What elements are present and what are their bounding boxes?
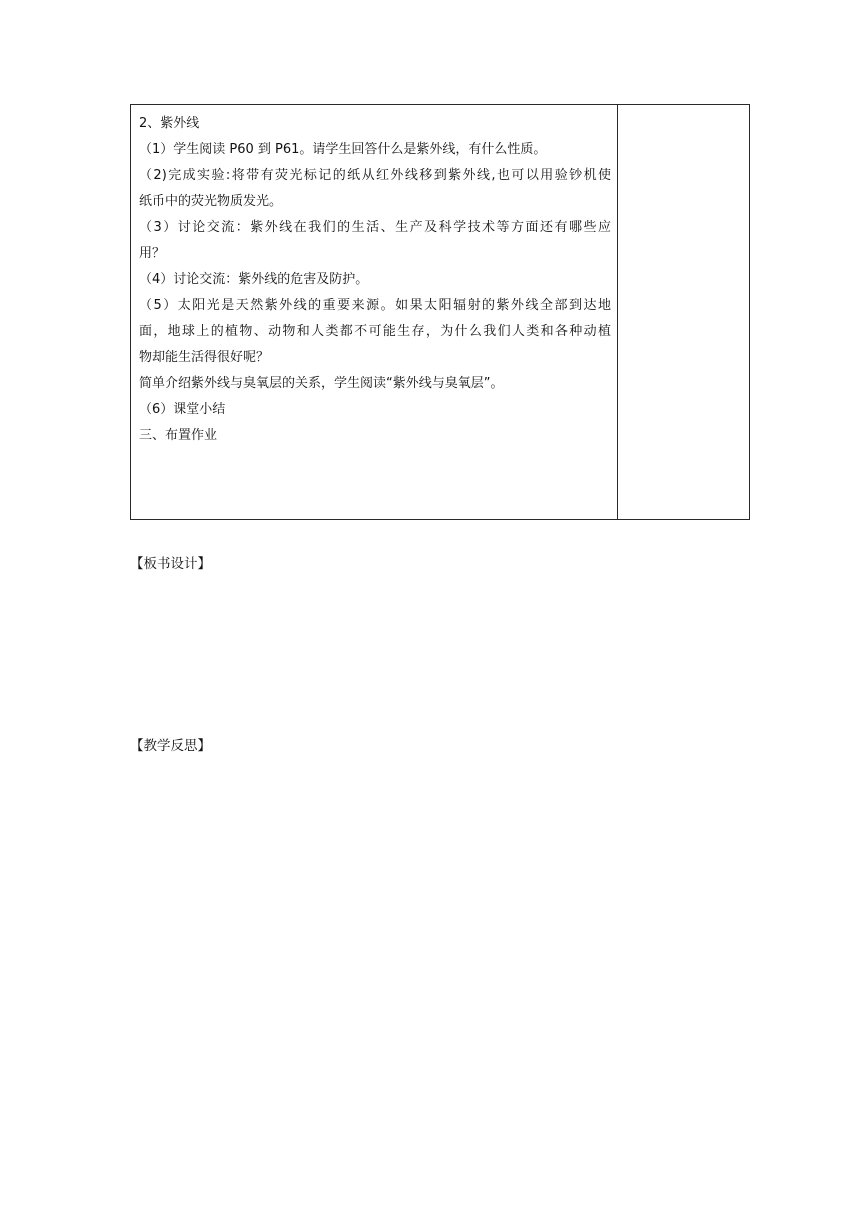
notes-cell bbox=[618, 105, 749, 519]
step-3-line-b: 用？ bbox=[139, 246, 166, 261]
step-6-line: （6）课堂小结 bbox=[139, 402, 226, 417]
step-1-line: （1）学生阅读 P60 到 P61。请学生回答什么是紫外线，有什么性质。 bbox=[139, 142, 547, 157]
board-design-heading: 【板书设计】 bbox=[130, 556, 211, 572]
lesson-table bbox=[130, 104, 750, 520]
teaching-reflection-heading: 【教学反思】 bbox=[130, 738, 211, 754]
step-5-line-c: 物却能生活得很好呢？ bbox=[139, 350, 270, 365]
step-2-line-a: （2)完成实验:将带有荧光标记的纸从红外线移到紫外线,也可以用验钞机使 bbox=[139, 168, 611, 183]
step-5-line-b: 面，地球上的植物、动物和人类都不可能生存，为什么我们人类和各种动植 bbox=[139, 324, 611, 339]
homework-heading: 三、布置作业 bbox=[139, 428, 218, 443]
step-4-line: （4）讨论交流：紫外线的危害及防护。 bbox=[139, 272, 369, 287]
ozone-intro-line: 简单介绍紫外线与臭氧层的关系，学生阅读“紫外线与臭氧层”。 bbox=[139, 376, 504, 391]
step-3-line-a: （3）讨论交流：紫外线在我们的生活、生产及科学技术等方面还有哪些应 bbox=[139, 220, 611, 235]
step-5-line-a: （5）太阳光是天然紫外线的重要来源。如果太阳辐射的紫外线全部到达地 bbox=[139, 298, 611, 313]
lesson-content-cell bbox=[131, 105, 618, 519]
subsection-title: 2、紫外线 bbox=[139, 116, 200, 131]
step-2-line-b: 纸币中的荧光物质发光。 bbox=[139, 194, 283, 209]
